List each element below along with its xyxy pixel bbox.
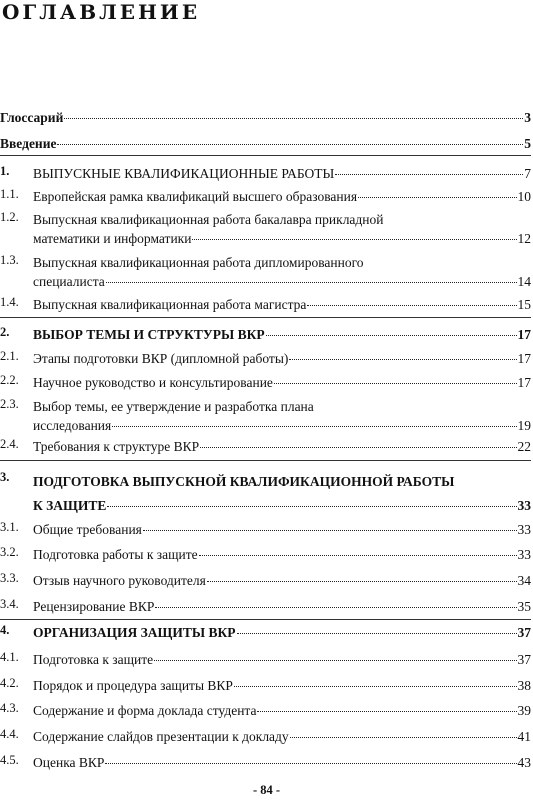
toc-entry-number: 3.4. xyxy=(0,597,19,611)
leader-dots xyxy=(200,447,516,448)
leader-dots xyxy=(358,197,516,198)
toc-page-number: 35 xyxy=(517,599,531,614)
toc-entry-number: 2.2. xyxy=(0,373,19,387)
toc-entry-number: 2.1. xyxy=(0,349,19,363)
leader-dots xyxy=(143,530,517,531)
toc-page-number: 37 xyxy=(517,652,531,667)
section-divider xyxy=(0,460,531,461)
toc-entry-text: ВЫПУСКНЫЕ КВАЛИФИКАЦИОННЫЕ РАБОТЫ xyxy=(33,166,335,181)
leader-dots xyxy=(289,359,516,360)
toc-entry-text: Подготовка к защите xyxy=(33,652,154,667)
toc-entry-chapter-4[interactable] xyxy=(0,623,531,643)
toc-entry-3-3[interactable] xyxy=(0,571,531,591)
toc-entry-1-4[interactable] xyxy=(0,295,531,315)
toc-entry-text: Содержание и форма доклада студента xyxy=(33,703,257,718)
toc-page-number: 19 xyxy=(517,418,531,433)
toc-entry-2-3[interactable] xyxy=(0,397,531,437)
toc-page-number: 33 xyxy=(517,498,531,513)
leader-dots xyxy=(335,174,523,175)
toc-entry-text: Выпускная квалификационная работа дипломированного xyxy=(33,255,364,270)
toc-entry-text-cont: специалиста xyxy=(33,274,105,289)
toc-entry-text: Выпускная квалификационная работа магистра xyxy=(33,297,307,312)
section-divider xyxy=(0,317,531,318)
toc-entry-text: Выбор темы, ее утверждение и разработка плана xyxy=(33,399,314,414)
toc-entry-chapter-3[interactable] xyxy=(0,470,531,513)
toc-entry-4-3[interactable] xyxy=(0,701,531,721)
toc-entry-2-4[interactable] xyxy=(0,437,531,457)
toc-entry-text-cont: математики и информатики xyxy=(33,231,192,246)
toc-entry-number: 3.1. xyxy=(0,520,19,534)
toc-entry-text: ВЫБОР ТЕМЫ И СТРУКТУРЫ ВКР xyxy=(33,327,265,342)
toc-page-number: 5 xyxy=(524,136,531,151)
leader-dots xyxy=(274,383,517,384)
toc-entry-text: Выпускная квалификационная работа бакалавра прикладной xyxy=(33,212,384,227)
toc-entry-1-3[interactable] xyxy=(0,253,531,293)
toc-entry-number: 3.3. xyxy=(0,571,19,585)
toc-entry-chapter-1[interactable] xyxy=(0,164,531,184)
toc-entry-4-4[interactable] xyxy=(0,727,531,747)
leader-dots xyxy=(234,686,517,687)
page-title: ОГЛАВЛЕНИЕ xyxy=(2,0,201,24)
toc-page-number: 34 xyxy=(517,573,531,588)
toc-page-number: 39 xyxy=(517,703,531,718)
toc-entry-chapter-2[interactable] xyxy=(0,325,531,345)
toc-page-number: 17 xyxy=(517,327,531,342)
toc-entry-text: Требования к структуре ВКР xyxy=(33,439,200,454)
toc-entry-text: Европейская рамка квалификаций высшего образования xyxy=(33,189,358,204)
leader-dots xyxy=(106,282,517,283)
toc-entry-text: Рецензирование ВКР xyxy=(33,599,155,614)
page-number-footer: - 84 - xyxy=(252,783,281,797)
toc-entry-number: 2. xyxy=(0,325,10,339)
leader-dots xyxy=(237,633,517,634)
toc-entry-number: 2.4. xyxy=(0,437,19,451)
toc-page-number: 43 xyxy=(517,755,531,770)
toc-entry-3-1[interactable] xyxy=(0,520,531,540)
toc-entry-4-2[interactable] xyxy=(0,676,531,696)
toc-entry-number: 1.1. xyxy=(0,187,19,201)
toc-entry-introduction[interactable] xyxy=(0,134,531,154)
toc-page-number: 17 xyxy=(517,375,531,390)
leader-dots xyxy=(307,305,516,306)
toc-entry-number: 1.2. xyxy=(0,210,19,224)
toc-entry-number: 4.4. xyxy=(0,727,19,741)
toc-entry-number: 2.3. xyxy=(0,397,19,411)
toc-entry-number: 1.4. xyxy=(0,295,19,309)
toc-entry-3-4[interactable] xyxy=(0,597,531,617)
leader-dots xyxy=(107,506,516,507)
toc-entry-2-2[interactable] xyxy=(0,373,531,393)
leader-dots xyxy=(105,763,516,764)
toc-entry-text-cont: исследования xyxy=(33,418,112,433)
toc-entry-4-1[interactable] xyxy=(0,650,531,670)
toc-page-number: 12 xyxy=(517,231,531,246)
toc-entry-number: 1.3. xyxy=(0,253,19,267)
toc-entry-2-1[interactable] xyxy=(0,349,531,369)
toc-entry-text: Оценка ВКР xyxy=(33,755,105,770)
toc-entry-text: Научное руководство и консультирование xyxy=(33,375,273,390)
leader-dots xyxy=(207,581,517,582)
toc-page-number: 17 xyxy=(517,351,531,366)
toc-entry-number: 1. xyxy=(0,164,10,178)
toc-page-number: 15 xyxy=(517,297,531,312)
toc-page-number: 10 xyxy=(517,189,531,204)
section-divider xyxy=(0,155,531,156)
toc-entry-number: 4. xyxy=(0,623,10,637)
toc-page-number: 7 xyxy=(524,166,531,181)
toc-entry-number: 4.5. xyxy=(0,753,19,767)
toc-entry-text: Подготовка работы к защите xyxy=(33,547,198,562)
leader-dots xyxy=(266,335,517,336)
leader-dots xyxy=(257,711,516,712)
toc-entry-text: Общие требования xyxy=(33,522,142,537)
toc-entry-text: Отзыв научного руководителя xyxy=(33,573,206,588)
toc-entry-number: 3. xyxy=(0,470,10,484)
toc-entry-text: Порядок и процедура защиты ВКР xyxy=(33,678,233,693)
leader-dots xyxy=(199,555,517,556)
toc-entry-glossary[interactable] xyxy=(0,108,531,128)
leader-dots xyxy=(112,426,516,427)
toc-page-number: 22 xyxy=(517,439,531,454)
toc-entry-text: Содержание слайдов презентации к докладу xyxy=(33,729,289,744)
toc-entry-4-5[interactable] xyxy=(0,753,531,773)
toc-page-number: 33 xyxy=(517,522,531,537)
leader-dots xyxy=(57,144,523,145)
leader-dots xyxy=(154,660,516,661)
toc-page-number: 38 xyxy=(517,678,531,693)
toc-entry-number: 4.3. xyxy=(0,701,19,715)
toc-entry-text: Глоссарий xyxy=(0,110,64,125)
toc-page-number: 37 xyxy=(517,625,531,640)
toc-page-number: 41 xyxy=(517,729,531,744)
toc-entry-1-2[interactable] xyxy=(0,210,531,250)
leader-dots xyxy=(155,607,516,608)
toc-page-number: 33 xyxy=(517,547,531,562)
toc-entry-1-1[interactable] xyxy=(0,187,531,207)
toc-entry-text: Этапы подготовки ВКР (дипломной работы) xyxy=(33,351,289,366)
toc-entry-number: 3.2. xyxy=(0,545,19,559)
toc-entry-text: ОРГАНИЗАЦИЯ ЗАЩИТЫ ВКР xyxy=(33,625,236,640)
leader-dots xyxy=(290,737,517,738)
toc-entry-3-2[interactable] xyxy=(0,545,531,565)
toc-page-number: 3 xyxy=(524,110,531,125)
toc-entry-text: Введение xyxy=(0,136,57,151)
toc-entry-number: 4.2. xyxy=(0,676,19,690)
toc-page-number: 14 xyxy=(517,274,531,289)
section-divider xyxy=(0,619,531,620)
toc-entry-text: ПОДГОТОВКА ВЫПУСКНОЙ КВАЛИФИКАЦИОННОЙ РАБОТЫ xyxy=(33,474,455,489)
leader-dots xyxy=(192,239,516,240)
leader-dots xyxy=(64,118,523,119)
toc-entry-number: 4.1. xyxy=(0,650,19,664)
toc-entry-text-cont: К ЗАЩИТЕ xyxy=(33,498,107,513)
